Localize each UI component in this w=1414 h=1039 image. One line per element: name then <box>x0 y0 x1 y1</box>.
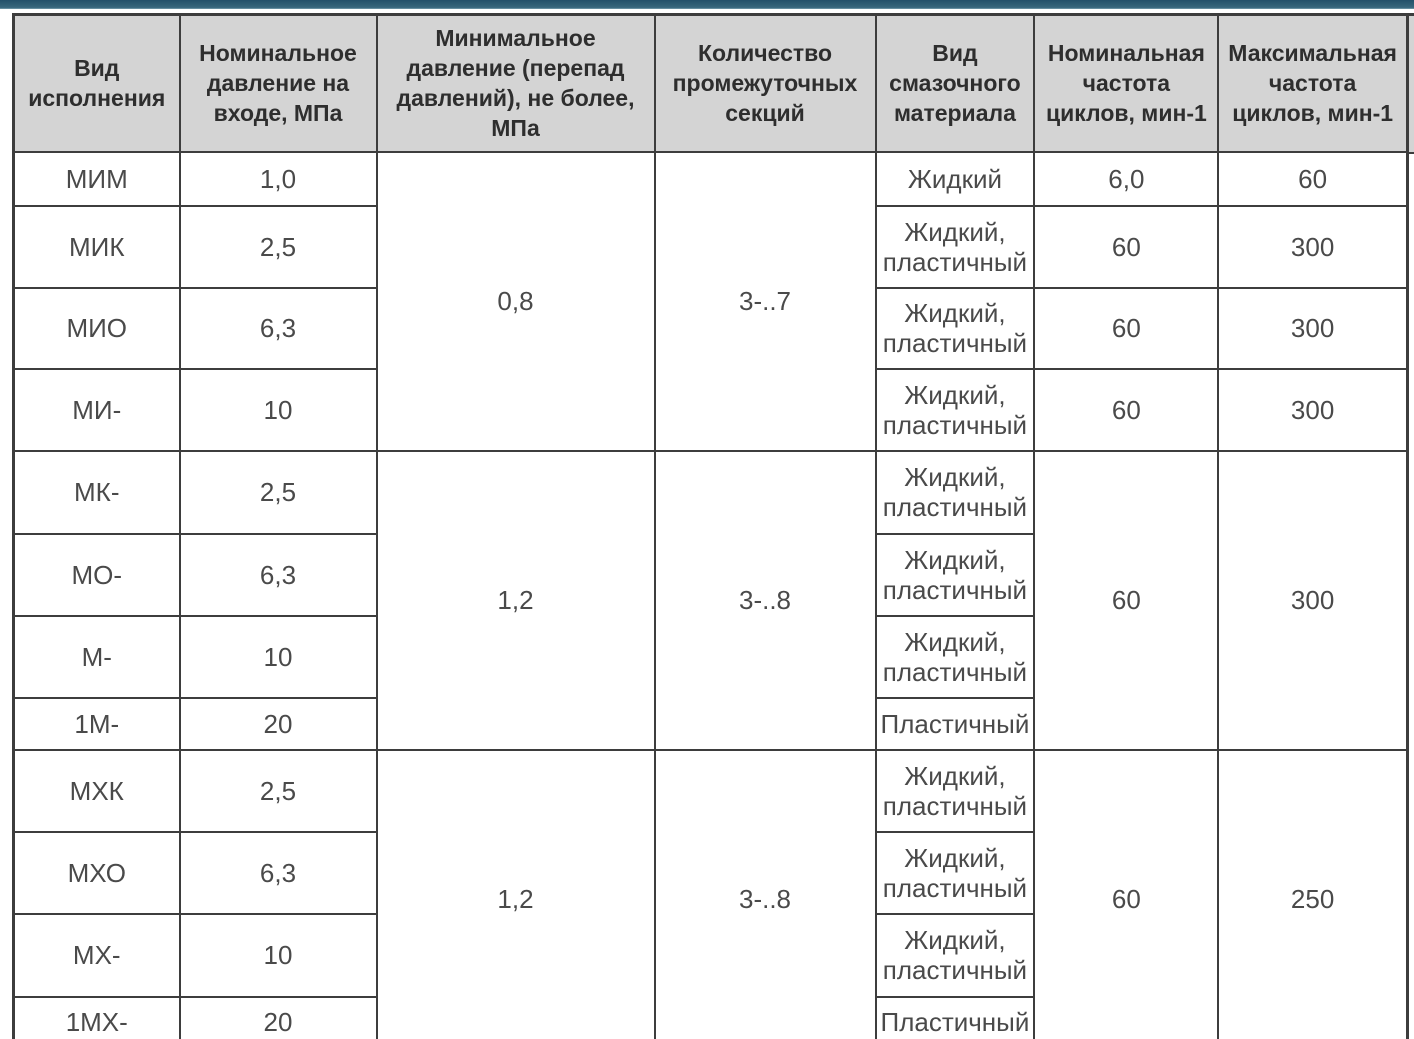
cell-lubricant: Пластичный <box>876 698 1035 750</box>
cell-lubricant: Жидкий, пластичный <box>876 534 1035 616</box>
cell-lubricant: Жидкий, пластичный <box>876 832 1035 914</box>
column-header-inlet-pressure: Номинальное давление на входе, МПа <box>180 15 377 152</box>
cell-min-pressure-merged: 0,8 <box>377 152 655 451</box>
cell-inlet-pressure: 6,3 <box>180 832 377 914</box>
cell-inlet-pressure: 6,3 <box>180 288 377 369</box>
cell-lubricant: Жидкий, пластичный <box>876 616 1035 698</box>
cell-execution: МО- <box>14 534 180 616</box>
cell-nominal-freq-merged: 60 <box>1034 750 1218 1039</box>
cell-min-pressure-merged: 1,2 <box>377 451 655 750</box>
cell-max-freq-merged: 300 <box>1218 451 1407 750</box>
cell-inlet-pressure: 10 <box>180 369 377 451</box>
cell-inlet-pressure: 10 <box>180 914 377 997</box>
cell-execution: 1МХ- <box>14 997 180 1039</box>
column-header-sections: Количество промежуточных секций <box>655 15 876 152</box>
cell-inlet-pressure: 2,5 <box>180 206 377 288</box>
cell-execution: МХК <box>14 750 180 832</box>
cell-max-freq: 300 <box>1218 206 1407 288</box>
cell-nominal-freq: 60 <box>1034 288 1218 369</box>
cell-execution: МХО <box>14 832 180 914</box>
cell-inlet-pressure: 10 <box>180 616 377 698</box>
cell-inlet-pressure: 20 <box>180 698 377 750</box>
cell-lubricant: Жидкий, пластичный <box>876 288 1035 369</box>
cell-sections-merged: 3-..7 <box>655 152 876 451</box>
cell-lubricant: Жидкий, пластичный <box>876 451 1035 534</box>
cell-lubricant: Жидкий, пластичный <box>876 750 1035 832</box>
cell-inlet-pressure: 2,5 <box>180 750 377 832</box>
cell-inlet-pressure: 6,3 <box>180 534 377 616</box>
cell-nominal-freq: 6,0 <box>1034 152 1218 206</box>
cell-max-freq: 300 <box>1218 288 1407 369</box>
cell-execution: МК- <box>14 451 180 534</box>
cell-sections-merged: 3-..8 <box>655 451 876 750</box>
column-header-lubricant: Вид смазочного материала <box>876 15 1035 152</box>
table-row <box>14 451 1408 534</box>
header-row <box>14 15 1408 152</box>
cell-inlet-pressure: 20 <box>180 997 377 1039</box>
cell-execution: МИ- <box>14 369 180 451</box>
cell-execution: МИК <box>14 206 180 288</box>
cell-lubricant: Пластичный <box>876 997 1035 1039</box>
column-header-min-pressure: Минимальное давление (перепад давлений), не более, МПа <box>377 15 655 152</box>
cell-execution: МИМ <box>14 152 180 206</box>
column-header-execution: Вид исполнения <box>14 15 180 152</box>
cell-nominal-freq: 60 <box>1034 369 1218 451</box>
cell-nominal-freq-merged: 60 <box>1034 451 1218 750</box>
cell-inlet-pressure: 2,5 <box>180 451 377 534</box>
cell-min-pressure-merged: 1,2 <box>377 750 655 1039</box>
table-row <box>14 152 1408 206</box>
cell-lubricant: Жидкий, пластичный <box>876 914 1035 997</box>
cell-lubricant: Жидкий, пластичный <box>876 206 1035 288</box>
cell-execution: 1М- <box>14 698 180 750</box>
top-accent-bar <box>0 0 1414 9</box>
cell-lubricant: Жидкий, пластичный <box>876 369 1035 451</box>
cell-lubricant: Жидкий <box>876 152 1035 206</box>
cell-execution: М- <box>14 616 180 698</box>
cell-execution: МХ- <box>14 914 180 997</box>
cell-nominal-freq: 60 <box>1034 206 1218 288</box>
cell-sections-merged: 3-..8 <box>655 750 876 1039</box>
cell-execution: МИО <box>14 288 180 369</box>
cell-inlet-pressure: 1,0 <box>180 152 377 206</box>
column-header-max-freq: Максимальная частота циклов, мин-1 <box>1218 15 1407 152</box>
specs-table <box>12 13 1409 1039</box>
cell-max-freq-merged: 250 <box>1218 750 1407 1039</box>
table-row <box>14 750 1408 832</box>
cell-max-freq: 60 <box>1218 152 1407 206</box>
cell-max-freq: 300 <box>1218 369 1407 451</box>
column-header-nominal-freq: Номинальная частота циклов, мин-1 <box>1034 15 1218 152</box>
